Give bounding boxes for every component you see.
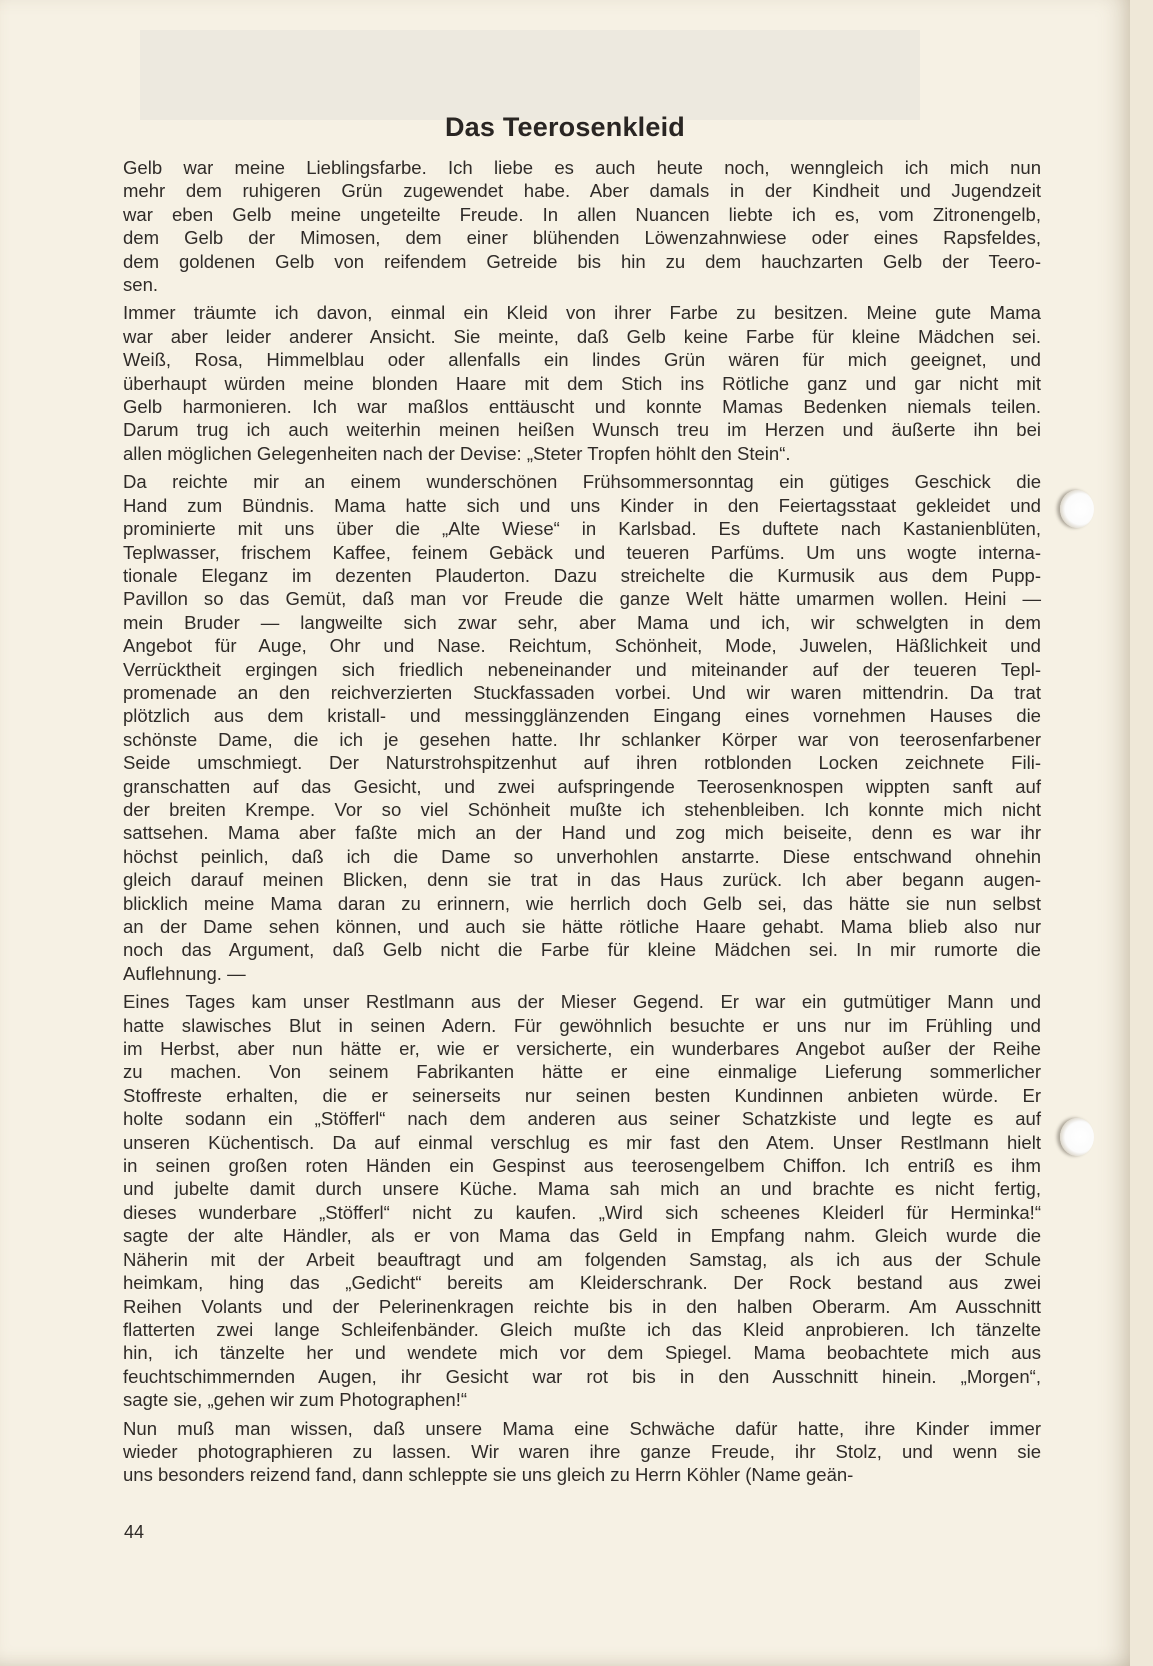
text-line: allen möglichen Gelegenheiten nach der Devise: „Steter Tropfen höhlt den Stein“. [123,442,791,464]
text-line: promenade an den reichverzierten Stuckfassaden vorbei. Und wir waren mittendrin. Da trat [123,681,1041,703]
text-line: dieses wunderbare „Stöfferl“ nicht zu kaufen. „Wird sich scheenes Kleiderl für Herminka!“ [123,1201,1041,1223]
text-line: granschatten auf das Gesicht, und zwei aufspringende Teerosenknospen wippten sanft auf [123,775,1041,797]
text-line: noch das Argument, daß Gelb nicht die Farbe für kleine Mädchen sei. In mir rumorte die [123,939,1041,961]
text-line: uns besonders reizend fand, dann schleppte sie uns gleich zu Herrn Köhler (Name geän- [123,1464,854,1486]
text-line: gleich darauf meinen Blicken, denn sie trat in das Haus zurück. Ich aber begann augen- [123,869,1041,891]
text-line: Näherin mit der Arbeit beauftragt und am folgenden Samstag, als ich aus der Schule [123,1248,1041,1270]
text-line: an der Dame sehen können, und auch sie hätte rötliche Haare gehabt. Mama blieb also nur [123,916,1041,937]
text-line: und jubelte damit durch unsere Küche. Mama sah mich an und brachte es nicht fertig, [123,1178,1041,1200]
text-line: flatterten zwei lange Schleifenbänder. Gleich mußte ich das Kleid anprobieren. Ich tänzelte [123,1318,1041,1340]
text-line: sagte sie, „gehen wir zum Photographen!“ [123,1389,468,1411]
text-line: in seinen großen roten Händen ein Gespinst aus teerosengelbem Chiffon. Ich entriß es ihm [123,1155,1041,1177]
text-line: der breiten Krempe. Vor so viel Schönheit mußte ich stehenbleiben. Ich konnte mich nicht [123,798,1041,820]
punch-hole [1060,490,1094,528]
text-line: war aber leider anderer Ansicht. Sie meinte, daß Gelb keine Farbe für kleine Mädchen sei. [123,325,1041,347]
text-line: sen. [123,274,159,296]
text-line: feuchtschimmernden Augen, ihr Gesicht war rot bis in den Ausschnitt hinein. „Morgen“, [123,1365,1041,1387]
text-line: dem goldenen Gelb von reifendem Getreide bis hin zu dem hauchzarten Gelb der Teero- [123,250,1041,272]
text-line: Eines Tages kam unser Restlmann aus der Mieser Gegend. Er war ein gutmütiger Mann und [123,991,1041,1013]
text-line: mein Bruder — langweilte sich zwar sehr, aber Mama und ich, wir schwelgten in dem [123,611,1041,633]
text-line: hin, ich tänzelte her und wendete mich vor dem Spiegel. Mama beobachtete mich aus [123,1342,1041,1364]
text-line: im Herbst, aber nun hätte er, wie er versicherte, ein wunderbares Angebot außer der Reihe [123,1038,1041,1060]
show-through-shadow [140,30,920,120]
text-line: überhaupt würden meine blonden Haare mit dem Stich ins Rötliche ganz und gar nicht mit [123,372,1041,394]
text-line: wieder photographieren zu lassen. Wir waren ihre ganze Freude, ihr Stolz, und wenn sie [123,1440,1041,1462]
text-line: heimkam, hing das „Gedicht“ bereits am Kleiderschrank. Der Rock bestand aus zwei [123,1272,1041,1294]
text-line: Da reichte mir an einem wunderschönen Frühsommersonntag ein gütiges Geschick die [123,471,1041,493]
text-line: Auflehnung. — [123,962,246,984]
text-line: Gelb harmonieren. Ich war maßlos enttäuscht und konnte Mamas Bedenken niemals teilen. [123,396,1041,418]
text-line: Hand zum Bündnis. Mama hatte sich und uns Kinder in den Feiertagsstaat gekleidet und [123,494,1041,516]
text-line: sagte der alte Händler, als er von Mama das Geld in Empfang nahm. Gleich wurde die [123,1225,1041,1247]
text-line: sattsehen. Mama aber faßte mich an der Hand und zog mich beiseite, denn es war ihr [123,822,1041,844]
text-line: Pavillon so das Gemüt, daß man vor Freude die ganze Welt hätte umarmen wollen. Heini — [123,588,1041,610]
page-number: 44 [124,1522,145,1542]
text-line: hatte slawisches Blut in seinen Adern. Für gewöhnlich besuchte er uns nur im Frühling und [123,1014,1041,1036]
text-line: Nun muß man wissen, daß unsere Mama eine Schwäche dafür hatte, ihre Kinder immer [123,1417,1041,1439]
text-line: Teplwasser, frischem Kaffee, feinem Gebäck und teueren Parfüms. Um uns wogte interna- [123,541,1041,563]
text-line: Stoffreste erhalten, die er seinerseits nur seinen besten Kundinnen anbieten würde. Er [123,1084,1041,1106]
text-line: Gelb war meine Lieblingsfarbe. Ich liebe es auch heute noch, wenngleich ich mich nun [123,157,1041,178]
text-line: unseren Küchentisch. Da auf einmal verschlug es mir fast den Atem. Unser Restlmann hielt [123,1131,1041,1153]
text-line: Verrücktheit ergingen sich friedlich nebeneinander und miteinander auf der teueren Tepl- [123,658,1041,680]
text-line: dem Gelb der Mimosen, dem einer blühenden Löwenzahnwiese oder eines Rapsfeldes, [123,227,1041,249]
article-body [123,156,1041,1492]
text-line: plötzlich aus dem kristall- und messingglänzenden Eingang eines vornehmen Hauses die [123,705,1041,727]
paragraph [123,990,1041,1411]
text-line: Seide umschmiegt. Der Naturstrohspitzenhut auf ihren rotblonden Locken zeichnete Fili- [123,752,1041,774]
text-line: Angebot für Auge, Ohr und Nase. Reichtum, Schönheit, Mode, Juwelen, Häßlichkeit und [123,635,1041,657]
punch-hole [1060,1118,1094,1156]
paragraph [123,301,1041,465]
paragraph [123,1417,1041,1487]
paragraph [123,156,1041,296]
page-title: Das Teerosenkleid [444,112,685,142]
text-line: Immer träumte ich davon, einmal ein Kleid von ihrer Farbe zu besitzen. Meine gute Mama [123,302,1041,324]
text-line: Darum trug ich auch weiterhin meinen heißen Wunsch treu im Herzen und äußerte ihn bei [123,419,1041,441]
text-line: tionale Eleganz im dezenten Plauderton. Dazu streichelte die Kurmusik aus dem Pupp- [123,564,1041,586]
text-line: zu machen. Von seinem Fabrikanten hätte er eine einmalige Lieferung sommerlicher [123,1061,1041,1083]
text-line: mehr dem ruhigeren Grün zugewendet habe. Aber damals in der Kindheit und Jugendzeit [123,180,1041,202]
text-line: war eben Gelb meine ungeteilte Freude. In allen Nuancen liebte ich es, vom Zitronengelb, [123,203,1041,225]
text-line: höchst peinlich, daß ich die Dame so unverhohlen anstarrte. Diese entschwand ohnehin [123,845,1041,867]
text-line: Reihen Volants und der Pelerinenkragen reichte bis in den halben Oberarm. Am Ausschnitt [123,1295,1041,1317]
text-line: schönste Dame, die ich je gesehen hatte. Ihr schlanker Körper war von teerosenfarbener [123,728,1041,750]
paragraph [123,470,1041,985]
text-line: prominierte mit uns über die „Alte Wiese“ in Karlsbad. Es duftete nach Kastanienblüten, [123,518,1041,540]
text-line: blicklich meine Mama daran zu erinnern, wie herrlich doch Gelb sei, das hätte sie nun selbst [123,892,1041,914]
text-line: holte sodann ein „Stöfferl“ nach dem anderen aus seiner Schatzkiste und legte es auf [123,1108,1041,1130]
text-line: Weiß, Rosa, Himmelblau oder allenfalls ein lindes Grün wären für mich geeignet, und [123,349,1041,371]
